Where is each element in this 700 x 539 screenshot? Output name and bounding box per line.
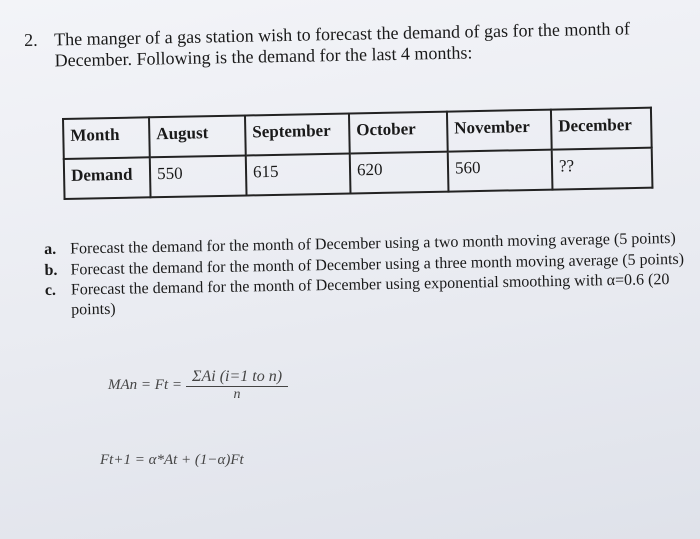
row-label: Demand xyxy=(64,157,151,199)
header-cell: September xyxy=(245,113,350,155)
header-cell: November xyxy=(447,110,552,152)
part-text: Forecast the demand for the month of December using exponential smoothing with α=0.6 (20 points) xyxy=(70,271,670,319)
formula-denominator: n xyxy=(233,387,241,402)
value-cell: 550 xyxy=(150,155,247,197)
value-cell: 560 xyxy=(448,150,553,192)
header-cell: December xyxy=(551,108,652,150)
exponential-smoothing-formula: Ft+1 = α*At + (1−α)Ft xyxy=(100,452,244,468)
part-text: Forecast the demand for the month of December using a three month moving average (5 points) xyxy=(70,250,685,279)
formula-numerator: ΣAi (i=1 to n) xyxy=(186,368,288,387)
value-cell: 615 xyxy=(246,153,351,195)
header-cell: Month xyxy=(63,117,150,159)
part-text: Forecast the demand for the month of December using a two month moving average (5 points) xyxy=(70,229,676,258)
question-text: The manger of a gas station wish to forecast the demand of gas for the month of December. Following is the demand for the last 4 months: xyxy=(53,18,631,71)
header-cell: August xyxy=(149,115,246,157)
moving-average-formula xyxy=(108,368,288,403)
part-label: b. xyxy=(44,261,58,279)
part-label: c. xyxy=(44,281,57,299)
question-block xyxy=(24,18,665,72)
formula-fraction xyxy=(186,368,288,403)
demand-table xyxy=(62,107,653,200)
question-number: 2. xyxy=(24,29,38,50)
value-cell: ?? xyxy=(552,148,653,190)
sub-questions xyxy=(44,229,685,321)
header-cell: October xyxy=(349,112,448,154)
formula-lhs: MAn = Ft = xyxy=(108,377,182,393)
value-cell: 620 xyxy=(350,152,449,194)
part-label: a. xyxy=(44,240,57,258)
